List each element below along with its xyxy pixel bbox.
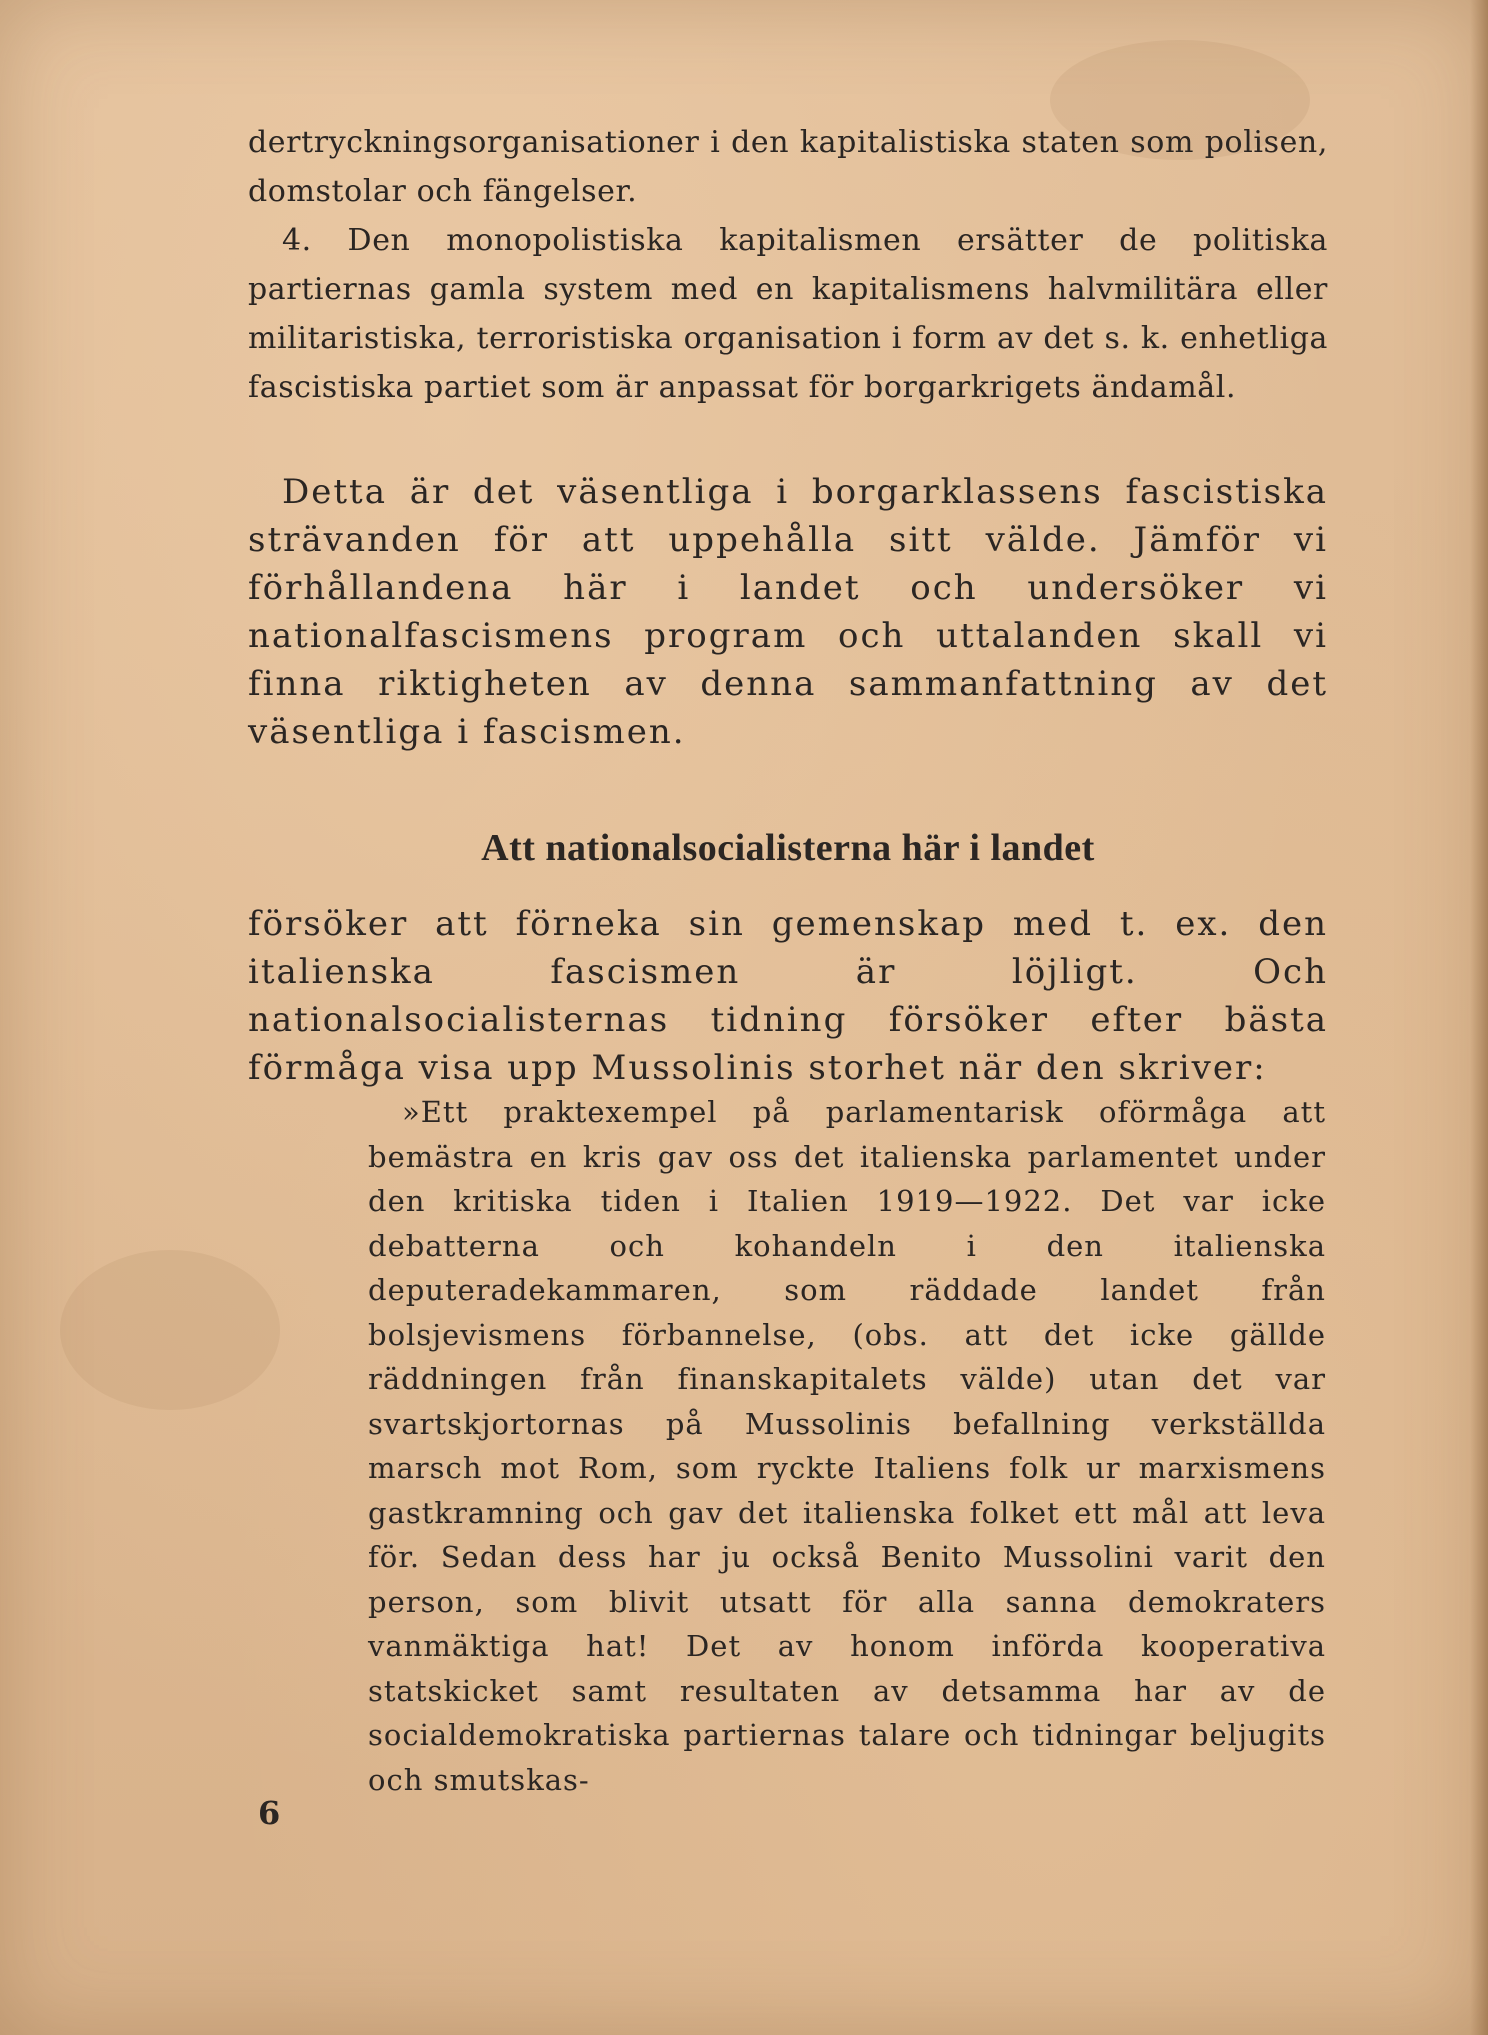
- paragraph-point-4: 4. Den monopolistiska kapitalismen ersätter de politiska partiernas gamla system med en kapitalismens halvmilitära eller militaristiska, terroristiska organisation i form av det s. k. enhetliga fascistiska partiet som är anpassat för borgarkrigets ändamål.: [248, 223, 1328, 405]
- paragraph-summary: Detta är det väsentliga i borgarklassens fascistiska strävanden för att uppehålla sitt välde. Jämför vi förhållandena här i landet och undersöker vi nationalfascismens program och uttalanden skall vi finna riktigheten av denna sammanfattning av det väsentliga i fascismen.: [248, 472, 1328, 752]
- paragraph-after-heading: försöker att förneka sin gemenskap med t. ex. den italienska fascismen är löjligt. Och nationalsocialisternas tidning försöker efter bästa förmåga visa upp Mussolinis storhet när den skriver:: [248, 904, 1328, 1088]
- page-number: 6: [258, 1794, 281, 1832]
- quotation-block: »Ett praktexempel på parlamentarisk oförmåga att bemästra en kris gav oss det italienska parlamentet under den kritiska tiden i Italien 1919—1922. Det var icke debatterna och kohandeln i den italienska deputeradekammaren, som räddade landet från bolsjevismens förbannelse, (obs. att det icke gällde räddningen från finanskapitalets välde) utan det var svartskjortornas på Mussolinis befallning verkställda marsch mot Rom, som ryckte Italiens folk ur marxismens gastkramning och gav det italienska folket ett mål att leva för. Sedan dess har ju också Benito Mussolini varit den person, som blivit utsatt för alla sanna demokraters vanmäktiga hat! Det av honom införda kooperativa statskicket samt resultaten av detsamma har av de socialdemokratiska partiernas talare och tidningar beljugits och smutskas-: [368, 1095, 1326, 1797]
- page-spine-shadow: [1470, 0, 1488, 2035]
- section-heading: Att nationalsocialisterna här i landet: [481, 827, 1095, 869]
- paper-stain: [60, 1250, 280, 1410]
- paragraph-continuation: dertryckningsorganisationer i den kapitalistiska staten som polisen, domstolar och fängelser.: [248, 125, 1328, 209]
